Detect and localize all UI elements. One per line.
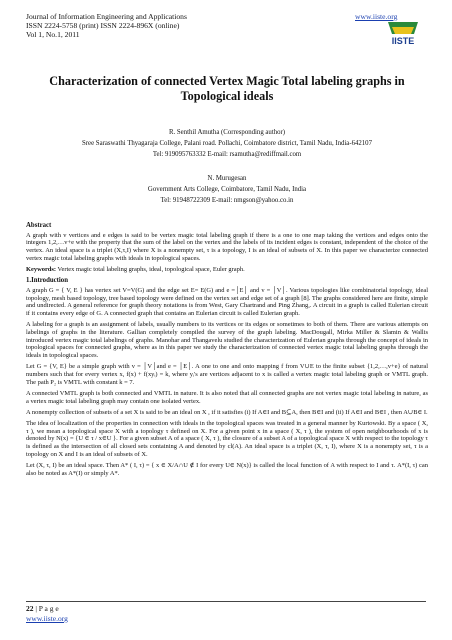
paper-title: Characterization of connected Vertex Magic Total labeling graphs in Topological ideals (49, 74, 405, 103)
paragraph: A labeling for a graph is an assignment of labels, usually numbers to its vertices or its edges or sometimes to both of them. There are various attempts on labelings of graphs in the literature. Gallian completely compiled the survey of the graph labeling. MacDougall, Mirka Miller & Slamin & Wallis introduced vertex magic total labelings of graphs. Manohar and Thangavelu studied the characterization of Eulerian graphs through the concept of ideals in topological spaces for connected graphs, where as in this paper we study the characterization of connected vertex magic total labeling graphs through the ideals in topological spaces. (26, 321, 428, 360)
author-1-name: R. Senthil Amutha (Corresponding author) (168, 129, 286, 136)
page-footer (26, 604, 426, 613)
page-number: 22 (26, 604, 34, 613)
journal-header (26, 12, 326, 39)
footer-divider (26, 601, 426, 602)
page-label: | P a g e (33, 604, 59, 613)
svg-text:IISTE: IISTE (391, 36, 415, 46)
paragraph: A graph G = { V, E } has vertex set V=V(G) and the edge set E= E(G) and e =│E│ and v = │V│. Various topologies like combinatorial topology, ideal topology, mesh based topology, tree based topology were defined on the vertex set and edge set of a graph [8]. The graphs considered here are finite, simple and undirected. A general reference for graph theory notations is from West, Gary Chartrand and Ping Zhang,. A circuit in a graph is called Eulerian circuit if it contains every edge of G. A connected graph that contains an Eulerian circuit is called Eulerian graph. (26, 286, 428, 318)
footer-url-link[interactable]: www.iiste.org (26, 614, 68, 623)
journal-issn: ISSN 2224-5758 (print) ISSN 2224-896X (online) (26, 21, 180, 30)
keywords-line (26, 266, 428, 274)
paragraph: A connected VMTL graph is both connected and VMTL in nature. It is also noted that all connected graphs are not vertex magic total labeling in nature, as a vertex magic total labeling graph may contain one isolated vertex. (26, 389, 428, 405)
paragraph: A nonempty collection of subsets of a set X is said to be an ideal on X , if it satisfies (i) If A∈I and B⊆A, then B∈I and (ii) If A∈I and B∈I , then A∪B∈ I. (26, 408, 428, 416)
paper-body (26, 222, 428, 481)
journal-url-link[interactable]: www.iiste.org (355, 12, 398, 21)
paragraph: Let G = {V, E} be a simple graph with v = │V│and e = │E│. A one to one and onto mapping f from V∪E to the finite subset {1,2,…,v+e} of natural numbers such that for every vertex x, f(x) + f(xyᵢ) = k, where yᵢ's are vertices adjacent to x is called a vertex magic total labeling graph or VMTL graph. The path P₂ is VMTL with constant k = 7. (26, 363, 428, 386)
journal-volume: Vol 1, No.1, 2011 (26, 30, 80, 39)
author-2-name: N. Murugesan (207, 175, 247, 182)
journal-name: Journal of Information Engineering and Applications (26, 12, 187, 21)
paragraph: The idea of localization of the properties in connection with ideals in the topological spaces was treated in a general manner by Kurtowski. By a space ( X, τ ), we mean a topological space X with a topology τ defined on X. For a given point x in a space ( X, τ ), the system of open neighbourhoods of x is denoted by N(x) = {U ∈ τ / x∈U }. For a given subset A of a space ( X, τ ), the closure of a subset A of a topological space X with respect to the topology τ is defined as the intersection of all closed sets containing A and denoted by cl(A). An ideal space is a triplet (X, τ, I), where X is a nonempty set, τ is a topology on X and I is an ideal of subsets of X. (26, 419, 428, 458)
abstract-text: A graph with v vertices and e edges is said to be vertex magic total labeling graph if there is a one to one map taking the vertices and edges onto the integers 1,2,…v+e with the property that the sum of the label on the vertex and the labels of its incident edges is constant, independent of the choice of the vertex. An ideal space is a triplet (X,τ,I) where X is a nonempty set, τ is a topology, I is an ideal of subsets of X. In this paper we characterize connected vertex magic total labeling graphs with ideals in topological spaces. (26, 231, 428, 262)
keywords-label: Keywords: (26, 266, 57, 274)
paragraph: Let (X, τ, I) be an ideal space. Then A* ( I, τ) = { x ∈ X/A∩U ∉ I for every U∈ N(x)} is called the local function of A with respect to I and τ. A*(I, τ) can also be noted as A*(I) or simply A*. (26, 461, 428, 477)
author-2-contact: Tel: 91948722309 E-mail: nmgson@yahoo.co.in (160, 197, 294, 204)
author-1-affiliation: Sree Saraswathi Thyagaraja College, Palani road. Pollachi, Coimbatore district, Tamil Nadu, India-642107 (82, 140, 372, 147)
iiste-logo (384, 22, 422, 46)
author-2-affiliation: Government Arts College, Coimbatore, Tamil Nadu, India (147, 186, 307, 193)
author-1-contact: Tel: 919095763332 E-mail: rsamutha@rediffmail.com (152, 151, 302, 158)
abstract-heading: Abstract (26, 222, 52, 229)
section-heading: 1.Introduction (26, 277, 68, 285)
keywords-text: Vertex magic total labeling graphs, ideal, topological space, Euler graph. (56, 266, 245, 274)
